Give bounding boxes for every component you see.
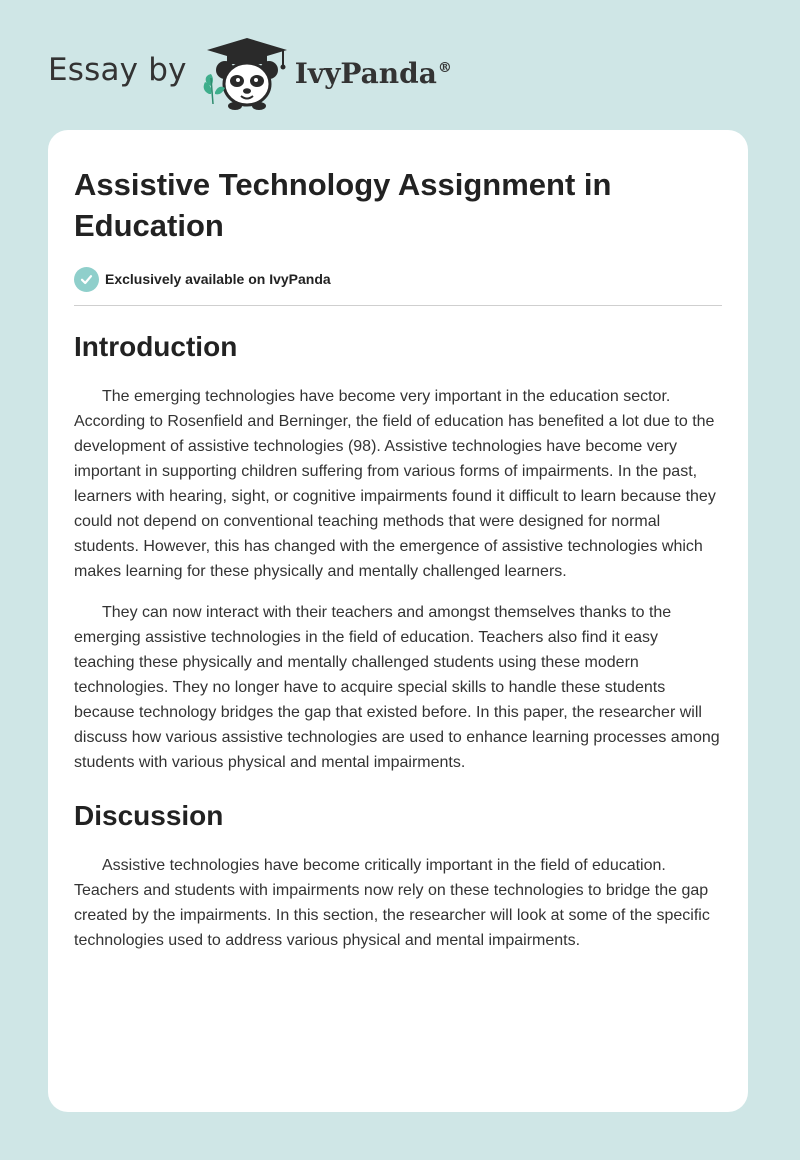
essay-card — [48, 130, 748, 1112]
essay-title: Assistive Technology Assignment in Education — [74, 167, 612, 243]
intro-paragraph-2: They can now interact with their teachers and amongst themselves thanks to the emerging assistive technologies in the field of education. Teachers also find it easy teaching these physically and mentally challenged students using these modern technologies. They no longer have to acquire special skills to handle these students because technology bridges the gap that existed before. In this paper, the researcher will discuss how various assistive technologies are used to enhance learning processes among students with various physical and mental impairments. — [74, 604, 720, 771]
check-icon — [74, 267, 99, 292]
section-heading-introduction: Introduction — [74, 331, 238, 362]
section-heading-discussion: Discussion — [74, 800, 224, 831]
panda-logo-icon — [201, 34, 293, 114]
brand-name-text: IvyPanda — [294, 56, 437, 90]
exclusive-label: Exclusively available on IvyPanda — [105, 271, 331, 287]
registered-mark: ® — [437, 60, 452, 77]
site-brand[interactable] — [48, 34, 452, 114]
title-divider — [74, 305, 722, 306]
intro-paragraph-1: The emerging technologies have become very important in the education sector. According to Rosenfield and Berninger, the field of education has benefited a lot due to the development of assistive technologies (98). Assistive technologies have become very important in supporting children suffering from various forms of impairments. In the past, learners with hearing, sight, or cognitive impairments found it difficult to learn because they could not depend on conventional teaching methods that were designed for normal students. However, this has changed with the emergence of assistive technologies which makes learning for these physically and mentally challenged learners. — [74, 388, 716, 580]
essay-content — [74, 164, 722, 953]
brand-name — [295, 57, 452, 90]
brand-prefix: Essay by — [48, 52, 187, 88]
discussion-paragraph-1: Assistive technologies have become critically important in the field of education. Teachers and students with impairments now rely on these technologies to bridge the gap created by the impairments. In this section, the researcher will look at some of the specific technologies used to address various physical and mental impairments. — [74, 857, 710, 949]
exclusive-badge — [74, 266, 722, 292]
